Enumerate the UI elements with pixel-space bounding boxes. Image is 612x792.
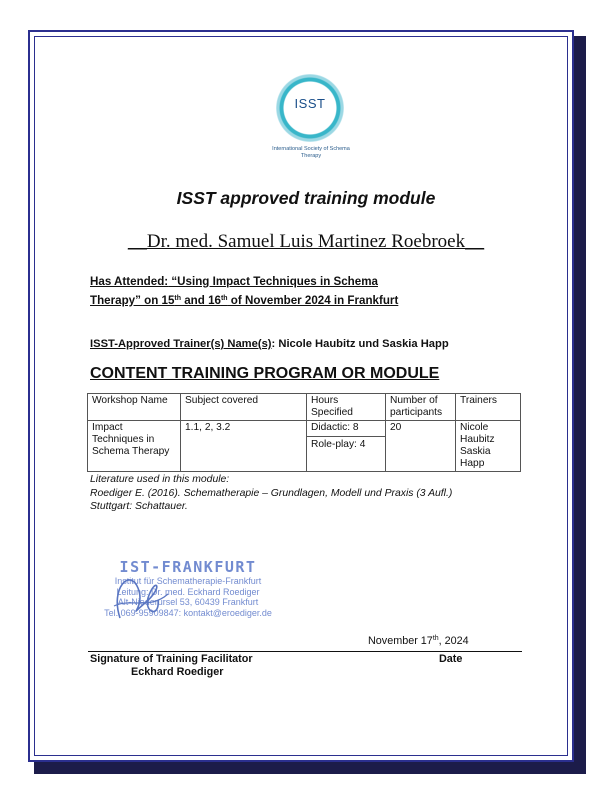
- table-row: [88, 421, 521, 472]
- signature-line: [88, 651, 522, 652]
- trainer-names: : Nicole Haubitz und Saskia Happ: [271, 338, 449, 350]
- attended-month-place: of November 2024 in Frankfurt: [227, 294, 399, 307]
- attended-label: Has Attended:: [90, 275, 169, 288]
- trainer-2: Saskia Happ: [460, 446, 491, 469]
- signature-block: [90, 653, 253, 679]
- section-title: CONTENT TRAINING PROGRAM OR MODULE: [90, 365, 440, 382]
- stamp-line: Leitung: Dr. med. Eckhard Roediger: [116, 586, 260, 597]
- certificate-title: ISST approved training module: [176, 188, 436, 208]
- stamp-line: Alt-Niederursel 53, 60439 Frankfurt: [117, 597, 259, 607]
- header-hours: Hours Specified: [307, 394, 386, 421]
- attendee-name: __Dr. med. Samuel Luis Martinez Roebroek__: [127, 231, 485, 252]
- date-year: , 2024: [438, 635, 469, 647]
- header-workshop-name: Workshop Name: [88, 394, 181, 421]
- literature: [90, 473, 452, 514]
- attended-text: [90, 272, 510, 310]
- attended-line1: “Using Impact Techniques in Schema: [168, 275, 378, 288]
- date-value: [368, 635, 469, 647]
- ordinal-suffix: th: [220, 295, 228, 302]
- header-subject: Subject covered: [181, 394, 307, 421]
- institute-stamp: [100, 558, 276, 628]
- cell-workshop-name: Impact Techniques in Schema Therapy: [88, 421, 181, 472]
- header-trainers: Trainers: [456, 394, 521, 421]
- attended-line2: [90, 291, 510, 310]
- date-month-day: November 17: [368, 635, 433, 647]
- cell-hours: [307, 421, 386, 472]
- literature-label: Literature used in this module:: [90, 474, 230, 485]
- literature-line1: Roediger E. (2016). Schematherapie – Grundlagen, Modell und Praxis (3 Aufl.): [90, 487, 453, 499]
- stamp-title: IST-FRANKFURT: [119, 558, 257, 576]
- attended-course-end: Therapy” on 15: [90, 294, 175, 307]
- trainer-label: ISST-Approved Trainer(s) Name(s): [90, 338, 272, 350]
- ordinal-suffix: th: [174, 295, 182, 302]
- signature-scribble: [100, 558, 276, 628]
- date-ordinal: th: [432, 635, 439, 642]
- stamp-line: Institut für Schematherapie-Frankfurt: [114, 576, 262, 586]
- approved-trainers: [90, 338, 449, 350]
- trainer-1: Nicole Haubitz: [460, 422, 495, 445]
- facilitator-label: Signature of Training Facilitator: [90, 653, 253, 665]
- facilitator-name: Eckhard Roediger: [131, 666, 224, 678]
- logo-subtitle: International Society of Schema Therapy: [272, 146, 350, 159]
- logo-text: ISST: [294, 96, 326, 111]
- cell-subject: 1.1, 2, 3.2: [181, 421, 307, 472]
- hours-didactic: Didactic: 8: [311, 422, 359, 433]
- header-participants: Number of participants: [386, 394, 456, 421]
- isst-logo: [270, 72, 352, 168]
- cell-participants: 20: [386, 421, 456, 472]
- attended-second-day: and 16: [181, 294, 221, 307]
- training-table: [87, 393, 521, 472]
- hours-roleplay: Role-play: 4: [307, 436, 385, 451]
- stamp-line: Tel. 069-95909847: kontakt@eroediger.de: [104, 607, 272, 618]
- date-label: Date: [439, 653, 463, 665]
- literature-line2: Stuttgart: Schattauer.: [90, 501, 188, 512]
- table-header-row: [88, 394, 521, 421]
- cell-trainers: [456, 421, 521, 472]
